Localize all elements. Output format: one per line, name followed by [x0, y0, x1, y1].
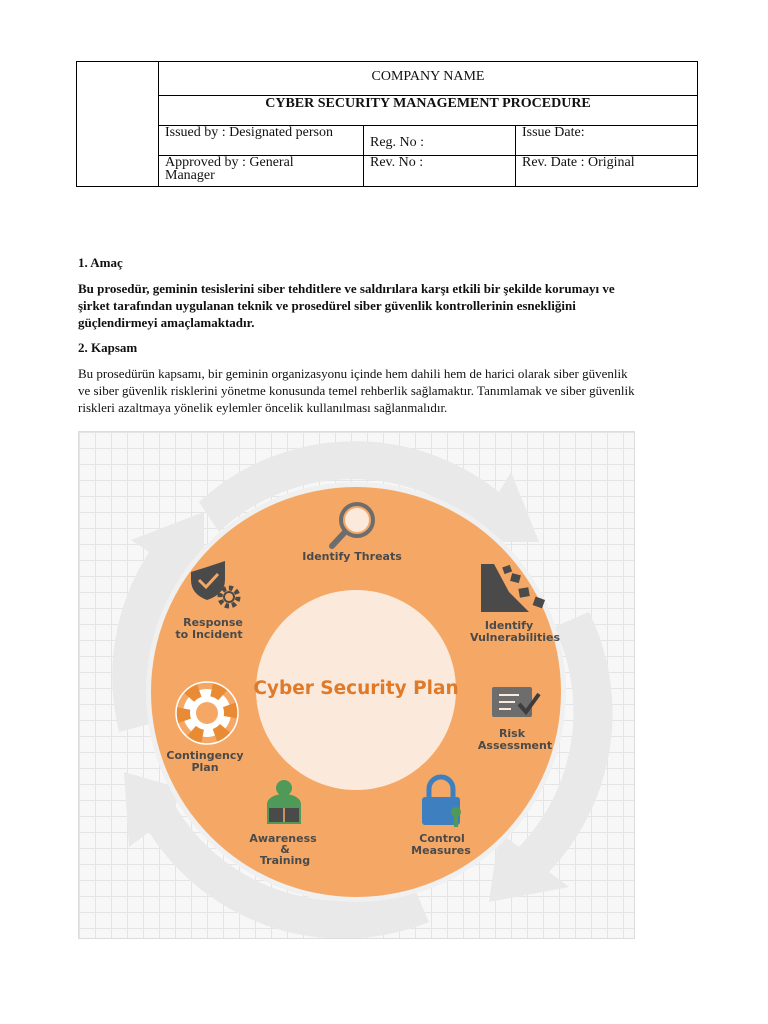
lifebuoy-icon — [176, 682, 238, 744]
approved-by — [159, 156, 364, 187]
document-header-table — [76, 61, 698, 187]
reg-no: Reg. No : — [364, 126, 516, 155]
company-name-row — [159, 62, 697, 96]
company-name: COMPANY NAME — [371, 69, 485, 84]
label-risk-assessment-1: Risk — [498, 727, 526, 740]
approved-by-line2: Manager — [165, 168, 215, 183]
section-1-body — [78, 280, 694, 331]
section-1-title: 1. Amaç — [78, 255, 123, 270]
section-1-line: Bu prosedür, geminin tesislerini siber tehditlere ve saldırılara karşı etkili bir şekilde korumayı ve — [78, 281, 615, 296]
cyber-security-plan-diagram — [78, 431, 635, 939]
center-title: Cyber Security Plan — [253, 678, 459, 699]
section-2-line: ve siber güvenlik risklerini yönetme konusunda temel rehberlik sağlamaktır. Tanımlamak ve siber güvenlik — [78, 383, 635, 398]
label-awareness-3: Training — [259, 854, 311, 867]
label-response-2: to Incident — [175, 628, 243, 641]
label-identify-threats: Identify Threats — [302, 550, 402, 563]
section-1-line: güçlendirmeyi amaçlamaktadır. — [78, 315, 255, 330]
section-2-title: 2. Kapsam — [78, 340, 138, 355]
issue-row — [159, 126, 697, 156]
label-control-measures-2: Measures — [411, 844, 471, 857]
label-response-1: Response — [183, 616, 243, 629]
logo-cell — [77, 62, 159, 186]
section-2-line: Bu prosedürün kapsamı, bir geminin organizasyonu içinde hem dahili hem de harici olarak siber güvenlik — [78, 366, 628, 381]
diagram-svg — [79, 432, 635, 939]
label-awareness-2: & — [280, 843, 290, 856]
label-contingency-1: Contingency — [166, 749, 244, 762]
rev-no: Rev. No : — [364, 156, 516, 187]
label-identify-vulnerabilities-2: Vulnerabilities — [469, 631, 561, 644]
label-risk-assessment-2: Assessment — [477, 739, 553, 752]
label-identify-vulnerabilities-1: Identify — [484, 619, 534, 632]
label-contingency-2: Plan — [191, 761, 219, 774]
issued-by: Issued by : Designated person — [159, 126, 364, 155]
rev-date: Rev. Date : Original — [522, 155, 635, 170]
issue-date: Issue Date: — [522, 125, 585, 140]
checklist-icon — [492, 687, 539, 717]
doc-title-row — [159, 96, 697, 126]
label-control-measures-1: Control — [419, 832, 465, 845]
doc-title: CYBER SECURITY MANAGEMENT PROCEDURE — [265, 96, 591, 111]
approved-by-line1: Approved by : General — [165, 155, 294, 170]
label-awareness-1: Awareness — [249, 832, 317, 845]
approval-row — [159, 156, 697, 187]
section-2-line: riskleri azaltmaya yönelik eylemler öncelik kullanılması sağlanmalıdır. — [78, 400, 448, 415]
section-1-line: şirket tarafından uygulanan teknik ve prosedürel siber güvenlik kontrollerinin esnekliğini — [78, 298, 576, 313]
section-2-body — [78, 365, 694, 416]
